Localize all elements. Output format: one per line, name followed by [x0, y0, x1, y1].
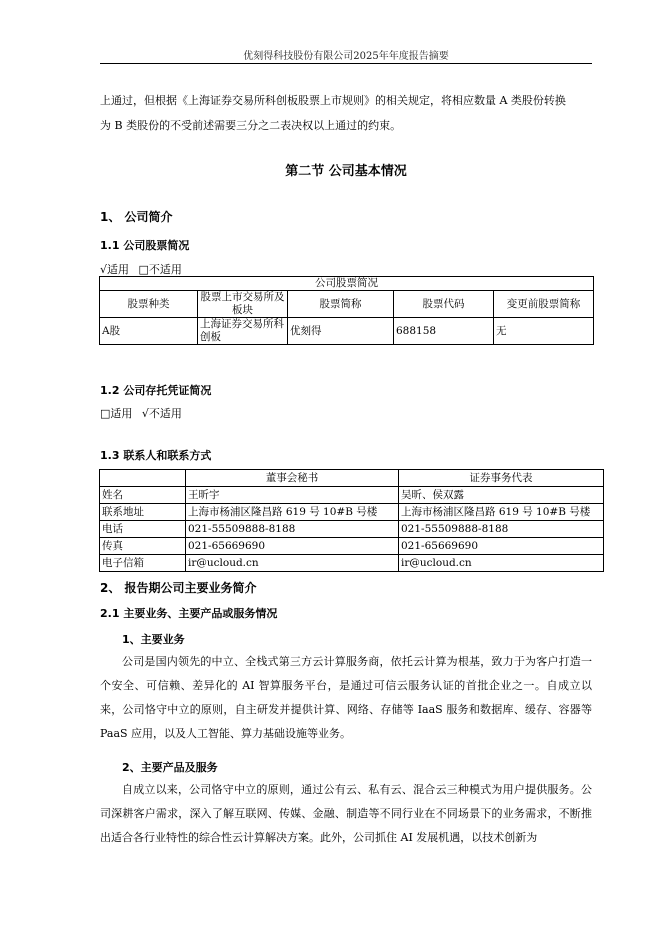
column-header: 证券事务代表: [399, 470, 604, 487]
table-cell: 上海市杨浦区隆昌路 619 号 10#B 号楼: [186, 504, 399, 521]
column-header: 股票简称: [288, 291, 394, 318]
intro-line-2: 为 B 类股份的不受前述需要三分之二表决权以上通过的约束。: [100, 119, 402, 132]
table-cell: 优刻得: [288, 318, 394, 345]
table-cell: 021-55509888-8188: [186, 521, 399, 538]
heading-products-services: 2、主要产品及服务: [122, 761, 218, 774]
paragraph-products-services: 自成立以来，公司恪守中立的原则，通过公有云、私有云、混合云三种模式为用户提供服务。公司深耕客户需求，深入了解互联网、传媒、金融、制造等不同行业在不同场景下的业务需求，不断推出适合各行业特性的综合性云计算解决方案。此外，公司抓住 AI 发展机遇，以技术创新为: [100, 783, 592, 844]
table-cell: 上海证券交易所科创板: [198, 318, 288, 345]
table-cell: 021-55509888-8188: [399, 521, 604, 538]
table-cell: 上海市杨浦区隆昌路 619 号 10#B 号楼: [399, 504, 604, 521]
heading-company-profile: 1、 公司简介: [100, 210, 173, 224]
intro-line-1: 上通过，但根据《上海证券交易所科创板股票上市规则》的相关规定，将相应数量 A 类股份转换: [100, 94, 566, 107]
heading-main-business: 2.1 主要业务、主要产品或服务情况: [100, 607, 278, 620]
not-applicable-option: √不适用: [141, 407, 182, 420]
page-header: 优刻得科技股份有限公司2025年年度报告摘要: [243, 51, 449, 62]
heading-contacts: 1.3 联系人和联系方式: [100, 449, 212, 462]
column-header: 股票代码: [394, 291, 494, 318]
row-label: 电话: [100, 521, 186, 538]
section-title: 第二节 公司基本情况: [285, 164, 407, 179]
stock-applicability: [100, 261, 188, 277]
heading-depositary-receipts: 1.2 公司存托凭证简况: [100, 384, 212, 397]
applicable-option: √适用: [100, 263, 130, 276]
paragraph-main-business: 公司是国内领先的中立、全栈式第三方云计算服务商，依托云计算为根基，致力于为客户打造一个安全、可信赖、差异化的 AI 智算服务平台，是通过可信云服务认证的首批企业之一。自成立以来，公司恪守中立的原则，自主研发并提供计算、网络、存储等 IaaS 服务和数据库、缓存、容器等 PaaS 应用，以及人工智能、算力基础设施等业务。: [100, 655, 592, 740]
table-caption: 公司股票简况: [100, 277, 594, 291]
table-cell: 王昕宇: [186, 487, 399, 504]
column-header: 股票上市交易所及板块: [198, 291, 288, 318]
row-label: 联系地址: [100, 504, 186, 521]
heading-sub-main-business: 1、主要业务: [122, 633, 185, 646]
table-cell: 无: [494, 318, 594, 345]
table-cell: 688158: [394, 318, 494, 345]
heading-business-overview: 2、 报告期公司主要业务简介: [100, 581, 257, 595]
depositary-applicability: [100, 405, 188, 421]
table-cell: ir@ucloud.cn: [399, 555, 604, 572]
row-label: 姓名: [100, 487, 186, 504]
table-cell: ir@ucloud.cn: [186, 555, 399, 572]
header-divider: [100, 63, 592, 64]
heading-stock-overview: 1.1 公司股票简况: [100, 239, 190, 252]
table-cell: [100, 470, 186, 487]
stock-overview-table: [99, 276, 594, 345]
applicable-option: □适用: [100, 407, 133, 420]
row-label: 电子信箱: [100, 555, 186, 572]
column-header: 变更前股票简称: [494, 291, 594, 318]
contact-table: [99, 469, 604, 572]
column-header: 董事会秘书: [186, 470, 399, 487]
row-label: 传真: [100, 538, 186, 555]
table-cell: A股: [100, 318, 198, 345]
table-cell: 021-65669690: [186, 538, 399, 555]
column-header: 股票种类: [100, 291, 198, 318]
table-cell: 吴昕、侯双露: [399, 487, 604, 504]
not-applicable-option: □不适用: [138, 263, 182, 276]
table-cell: 021-65669690: [399, 538, 604, 555]
